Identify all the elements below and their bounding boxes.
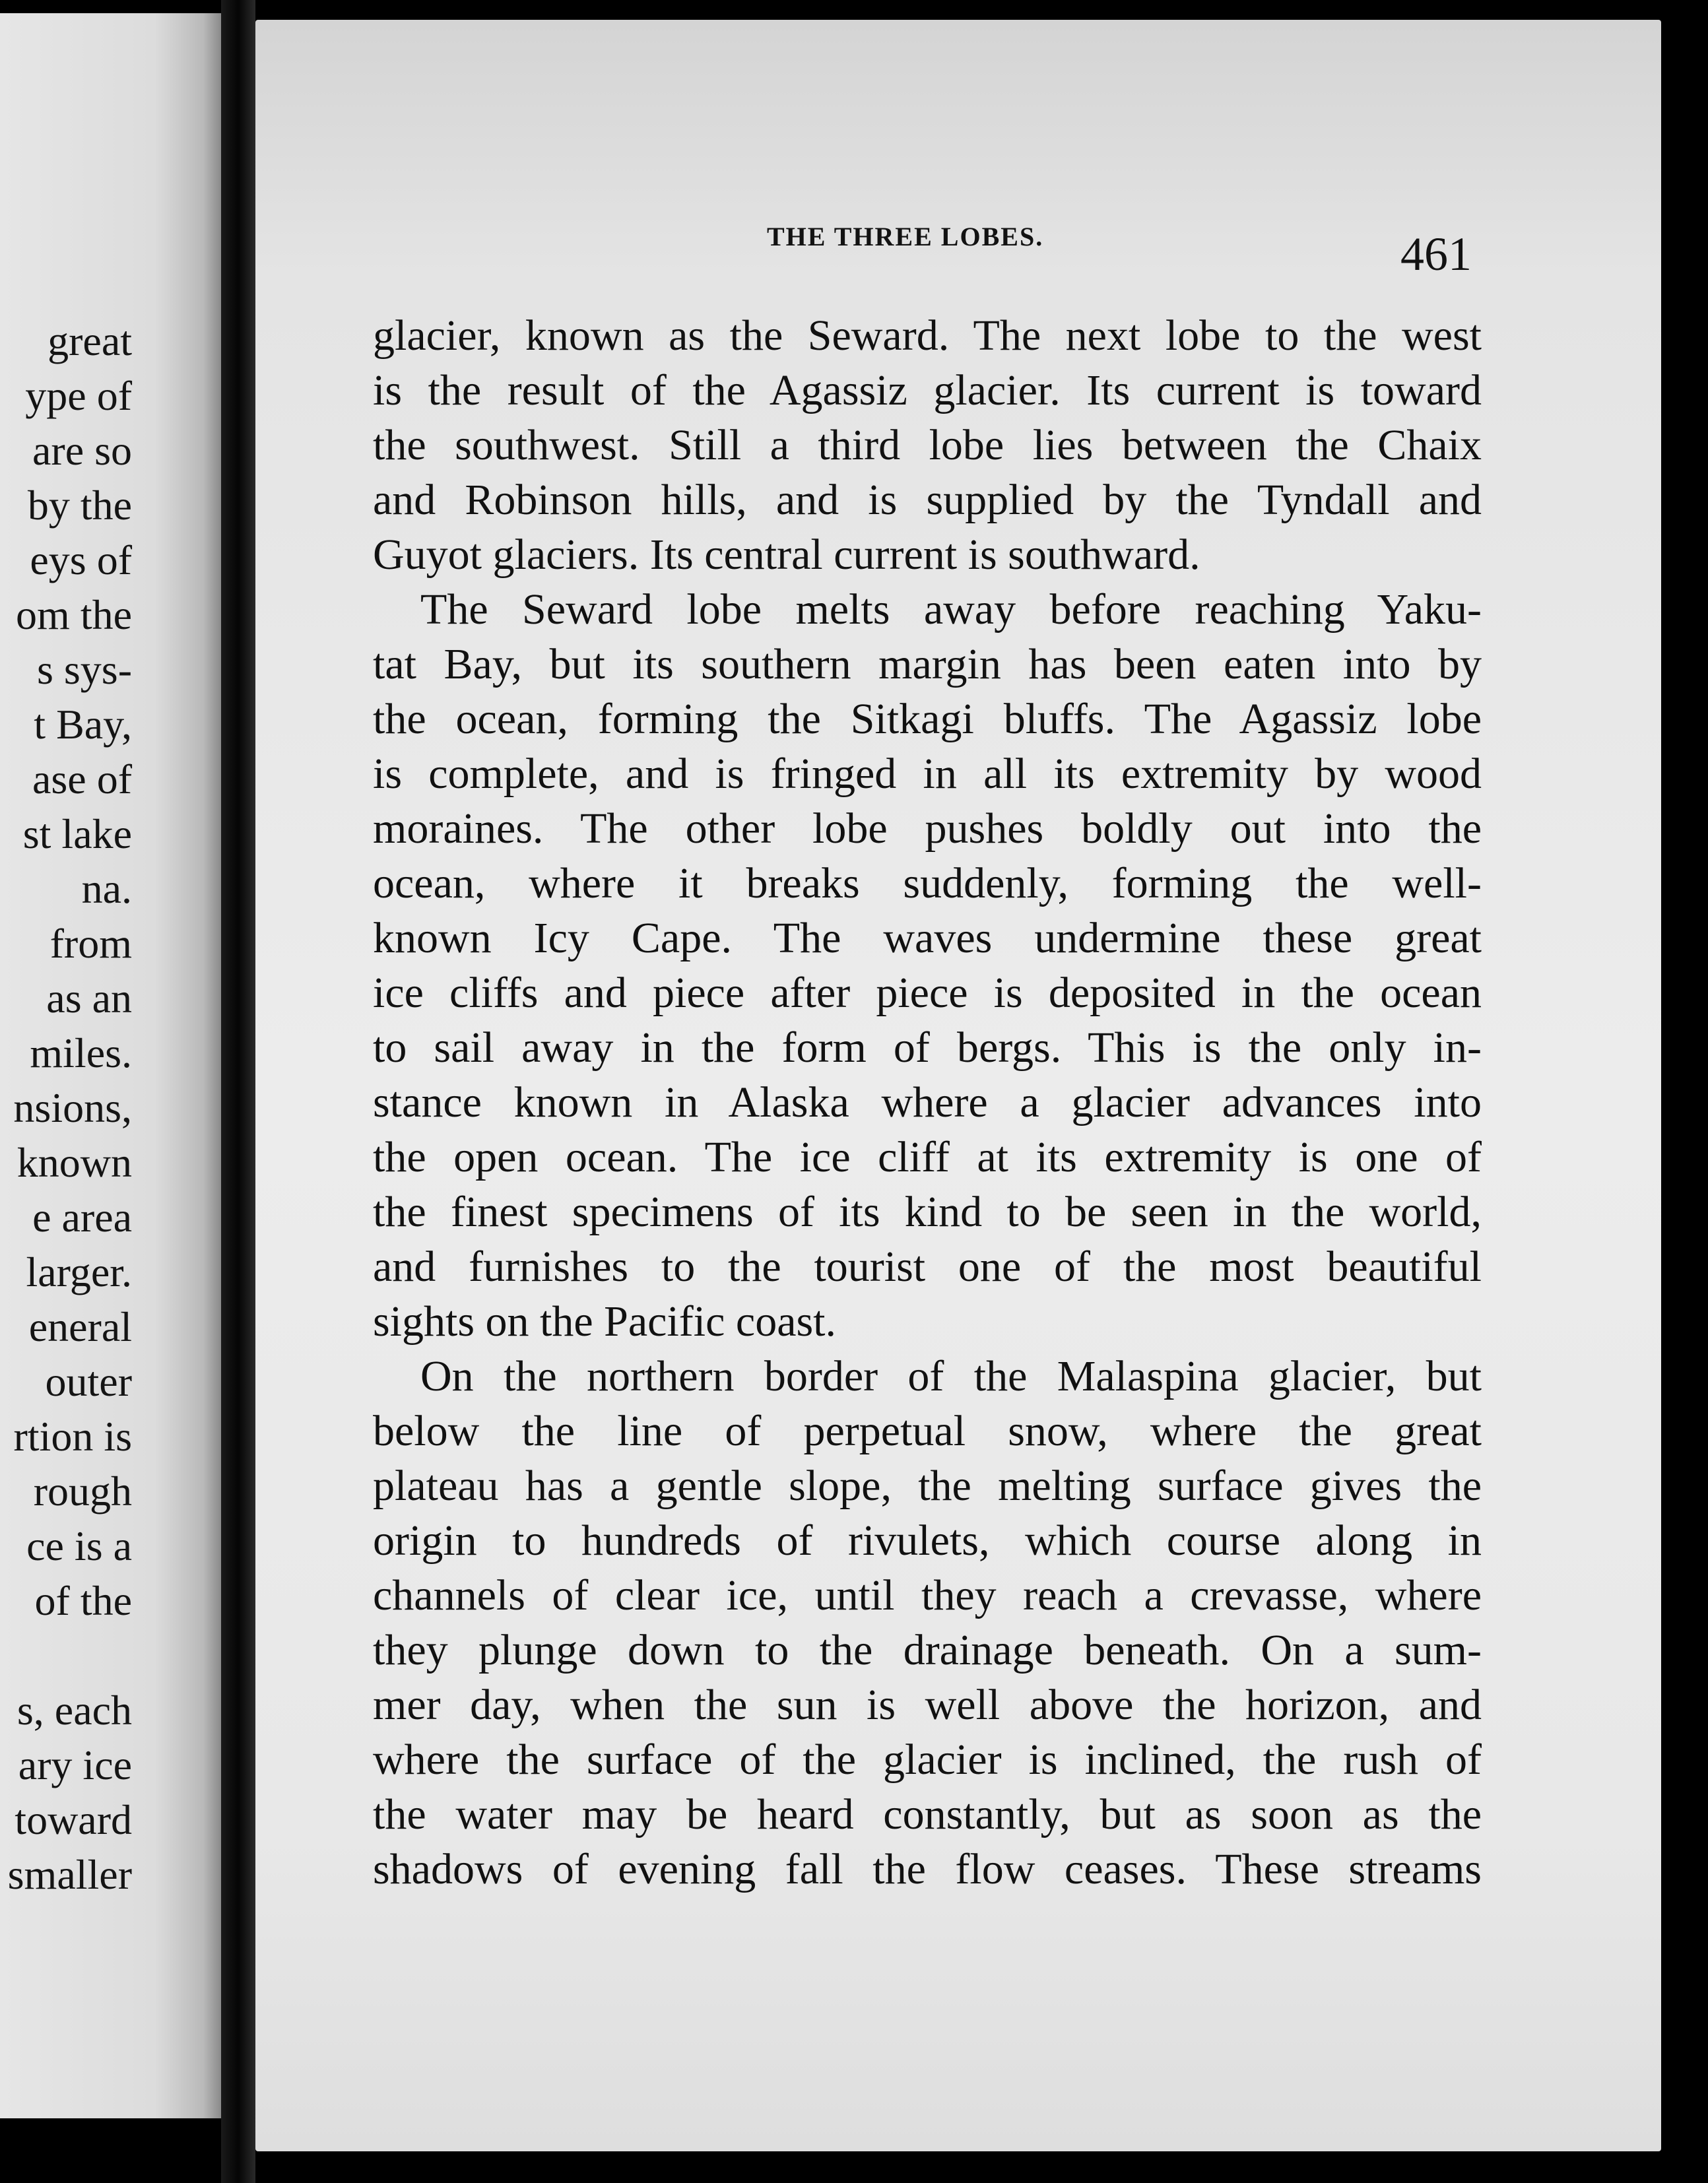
left-page-line: na. <box>81 865 132 912</box>
scan-border <box>1661 0 1708 2183</box>
left-page-text <box>0 313 132 1902</box>
left-page-line: miles. <box>30 1029 132 1076</box>
text-line: shadows of evening fall the flow ceases. These streams <box>373 1845 1482 1893</box>
text-line: ice cliffs and piece after piece is deposited in the ocean <box>373 969 1482 1017</box>
text-line: ocean, where it breaks suddenly, forming the well- <box>373 859 1482 907</box>
paragraph-first-line: On the northern border of the Malaspina glacier, but <box>420 1352 1482 1400</box>
text-line: is complete, and is fringed in all its extremity by wood <box>373 750 1482 798</box>
left-page-line: toward <box>15 1796 132 1843</box>
left-page-line: rtion is <box>13 1413 132 1460</box>
text-line: and furnishes to the tourist one of the most beautiful <box>373 1243 1482 1291</box>
left-page-line: by the <box>27 482 132 529</box>
left-page-line: ype of <box>25 372 132 419</box>
text-line: is the result of the Agassiz glacier. Its current is toward <box>373 366 1482 414</box>
left-page-line: t Bay, <box>34 701 132 748</box>
text-line: known Icy Cape. The waves undermine these great <box>373 914 1482 962</box>
text-line: the open ocean. The ice cliff at its extremity is one of <box>373 1133 1482 1181</box>
left-page-line: larger. <box>26 1249 132 1295</box>
left-page-line: of the <box>34 1577 132 1624</box>
running-head: THE THREE LOBES. <box>767 222 1044 251</box>
text-line: below the line of perpetual snow, where the great <box>373 1407 1482 1455</box>
left-page-line: nsions, <box>13 1084 132 1131</box>
left-page-line: great <box>48 317 132 364</box>
text-line: moraines. The other lobe pushes boldly out into the <box>373 804 1482 853</box>
left-page-line: ary ice <box>18 1742 132 1788</box>
text-line: glacier, known as the Seward. The next lobe to the west <box>373 311 1482 360</box>
left-page-line: om the <box>16 591 132 638</box>
left-page-line: ce is a <box>26 1522 132 1569</box>
left-page-line: known <box>16 1139 132 1186</box>
left-page-line: eneral <box>28 1303 132 1350</box>
paragraph-first-line: The Seward lobe melts away before reaching Yaku- <box>420 585 1482 634</box>
text-line: Guyot glaciers. Its central current is southward. <box>373 531 1200 579</box>
text-line: plateau has a gentle slope, the melting surface gives the <box>373 1462 1482 1510</box>
left-facing-page <box>0 13 221 2118</box>
left-page-line: eys of <box>30 537 132 583</box>
left-page-line <box>0 1628 132 1683</box>
text-line: to sail away in the form of bergs. This is the only in- <box>373 1024 1482 1072</box>
text-line: and Robinson hills, and is supplied by the Tyndall and <box>373 476 1482 524</box>
left-page-line: are so <box>32 427 132 474</box>
left-page-line: st lake <box>22 810 132 857</box>
left-page-line: s sys- <box>36 646 132 693</box>
left-page-line: s, each <box>16 1687 132 1734</box>
page-number: 461 <box>1400 228 1472 280</box>
text-line: the southwest. Still a third lobe lies between the Chaix <box>373 421 1482 469</box>
text-line: the ocean, forming the Sitkagi bluffs. The Agassiz lobe <box>373 695 1482 743</box>
text-line: tat Bay, but its southern margin has been eaten into by <box>373 640 1482 688</box>
left-page-line: e area <box>32 1194 132 1241</box>
left-page-line: ase of <box>32 756 132 802</box>
text-line: sights on the Pacific coast. <box>373 1297 837 1346</box>
left-page-line: from <box>49 920 132 967</box>
book-gutter <box>221 0 255 2183</box>
text-line: they plunge down to the drainage beneath. On a sum- <box>373 1626 1482 1674</box>
left-page-line: outer <box>45 1358 132 1405</box>
body-text <box>373 308 1482 1897</box>
text-line: mer day, when the sun is well above the horizon, and <box>373 1681 1482 1729</box>
text-line: where the surface of the glacier is inclined, the rush of <box>373 1736 1482 1784</box>
text-line: channels of clear ice, until they reach a crevasse, where <box>373 1571 1482 1619</box>
left-page-line: smaller <box>7 1851 132 1898</box>
left-page-line: as an <box>46 975 132 1022</box>
left-page-line: rough <box>33 1468 132 1515</box>
text-line: the finest specimens of its kind to be seen in the world, <box>373 1188 1482 1236</box>
text-line: origin to hundreds of rivulets, which course along in <box>373 1516 1482 1565</box>
text-line: the water may be heard constantly, but as soon as the <box>373 1790 1482 1839</box>
text-line: stance known in Alaska where a glacier advances into <box>373 1078 1482 1126</box>
